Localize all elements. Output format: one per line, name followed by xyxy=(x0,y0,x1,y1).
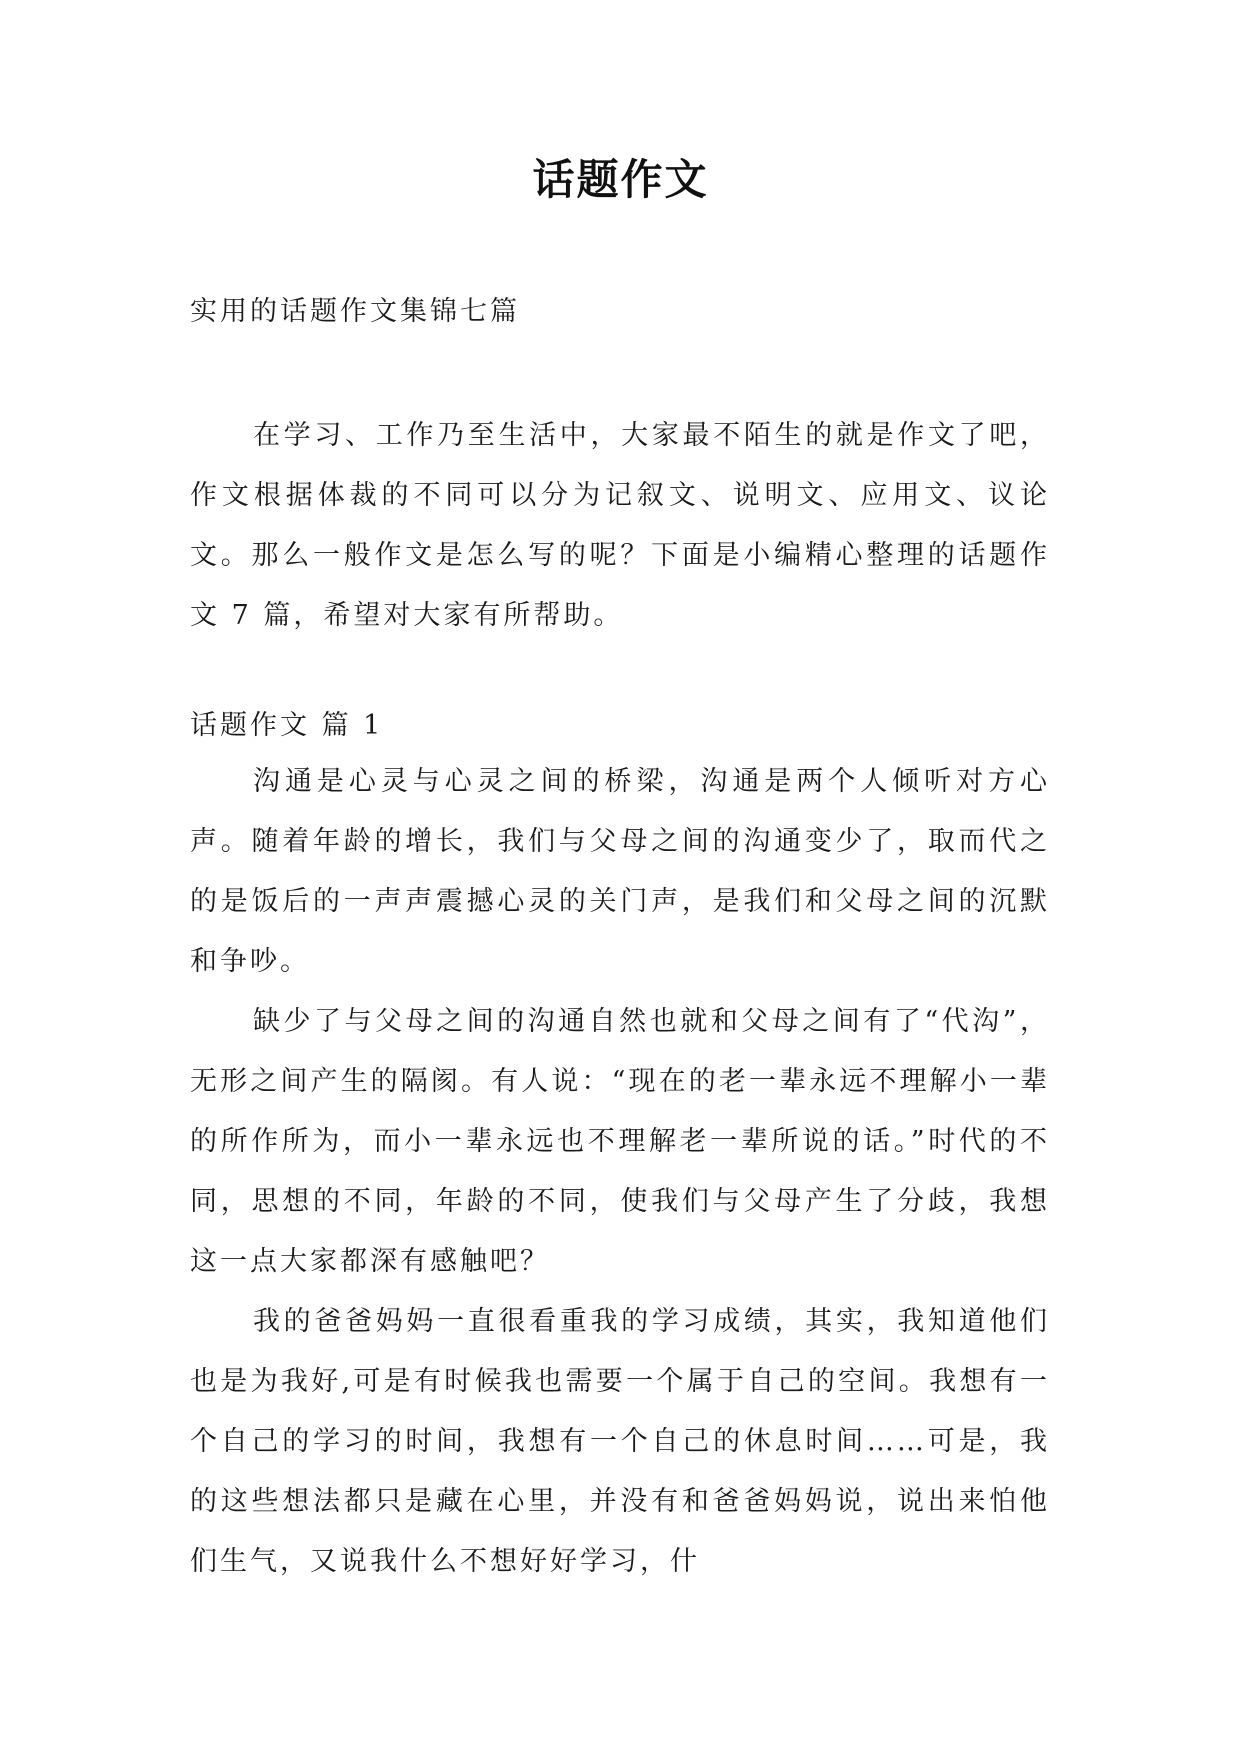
body-paragraph: 沟通是心灵与心灵之间的桥梁，沟通是两个人倾听对方心声。随着年龄的增长，我们与父母之间的沟通变少了，取而代之的是饭后的一声声震撼心灵的关门声，是我们和父母之间的沉默和争吵。 xyxy=(190,766,1050,977)
body-paragraph: 我的爸爸妈妈一直很看重我的学习成绩，其实，我知道他们也是为我好,可是有时候我也需要一个属于自己的空间。我想有一个自己的学习的时间，我想有一个自己的休息时间……可是，我的这些想法都只是藏在心里，并没有和爸爸妈妈说，说出来怕他们生气，又说我什么不想好好学习，什 xyxy=(190,1306,1050,1577)
body-paragraph: 缺少了与父母之间的沟通自然也就和父母之间有了“代沟”，无形之间产生的隔阂。有人说：“现在的老一辈永远不理解小一辈的所作所为，而小一辈永远也不理解老一辈所说的话。”时代的不同，思想的不同，年龄的不同，使我们与父母产生了分歧，我想这一点大家都深有感触吧？ xyxy=(190,1006,1050,1277)
intro-paragraph: 在学习、工作乃至生活中，大家最不陌生的就是作文了吧，作文根据体裁的不同可以分为记叙文、说明文、应用文、议论文。那么一般作文是怎么写的呢？下面是小编精心整理的话题作文 7 篇，希望对大家有所帮助。 xyxy=(190,420,1050,631)
section-heading: 话题作文 篇 1 xyxy=(190,710,384,741)
document-subtitle: 实用的话题作文集锦七篇 xyxy=(190,296,520,327)
document-title: 话题作文 xyxy=(532,155,709,204)
